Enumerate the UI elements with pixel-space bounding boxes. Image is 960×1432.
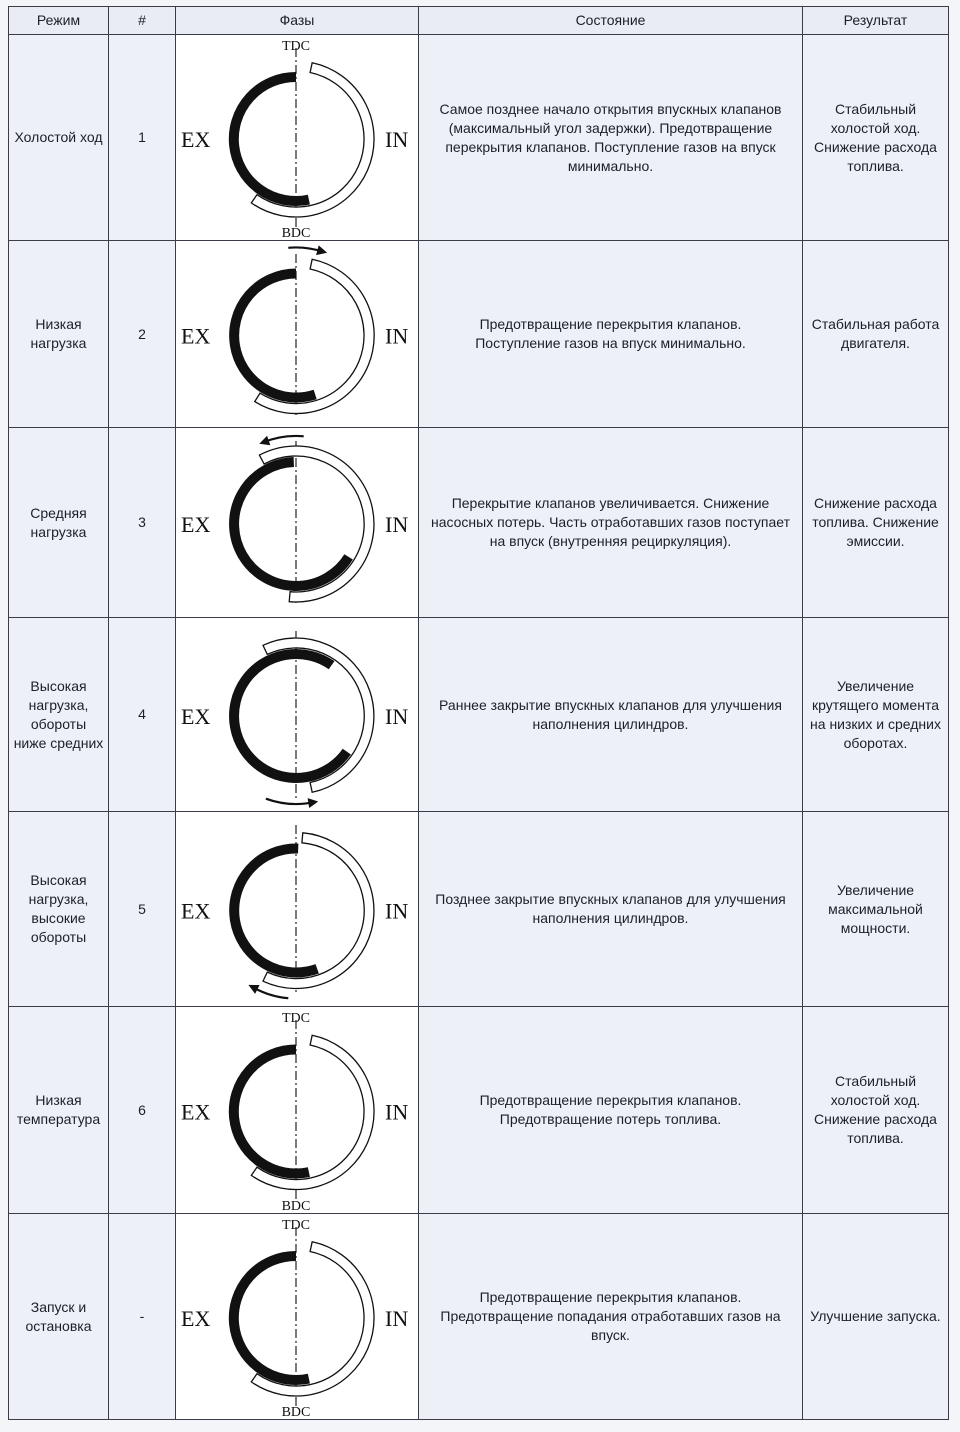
state-cell: Раннее закрытие впускных клапанов для улучшения наполнения цилиндров. bbox=[419, 618, 803, 812]
exhaust-valve-arc bbox=[234, 1049, 309, 1173]
mode-cell: Запуск и остановка bbox=[9, 1214, 109, 1420]
table-row bbox=[9, 1214, 949, 1420]
number-cell: - bbox=[109, 1214, 176, 1420]
mode-cell: Высокая нагрузка, высокие обороты bbox=[9, 812, 109, 1007]
in-label: IN bbox=[385, 511, 409, 537]
mode-cell: Низкая температура bbox=[9, 1007, 109, 1214]
valve-timing-diagram bbox=[176, 813, 419, 1006]
tdc-label: TDC bbox=[282, 1010, 310, 1026]
result-cell: Увеличение крутящего момента на низких и средних оборотах. bbox=[803, 618, 949, 812]
in-label: IN bbox=[385, 323, 409, 348]
shift-direction-arrow bbox=[263, 435, 304, 441]
exhaust-valve-arc bbox=[234, 462, 349, 586]
state-cell: Предотвращение перекрытия клапанов. Предотвращение попадания отработавших газов на впуск. bbox=[419, 1214, 803, 1420]
valve-timing-diagram bbox=[176, 429, 419, 617]
phase-cell bbox=[176, 1007, 419, 1214]
header-result: Результат bbox=[803, 7, 949, 35]
shift-direction-arrow bbox=[266, 798, 314, 803]
mode-cell: Низкая нагрузка bbox=[9, 241, 109, 428]
header-number: # bbox=[109, 7, 176, 35]
in-label: IN bbox=[385, 1099, 409, 1124]
valve-timing-diagram bbox=[176, 619, 419, 811]
bdc-label: BDC bbox=[281, 1404, 311, 1419]
phase-cell bbox=[176, 428, 419, 618]
in-label: IN bbox=[385, 898, 409, 923]
result-cell: Стабильный холостой ход. Снижение расхода топлива. bbox=[803, 35, 949, 241]
result-cell: Снижение расхода топлива. Снижение эмиссии. bbox=[803, 428, 949, 618]
in-label: IN bbox=[385, 126, 409, 152]
header-row bbox=[9, 7, 949, 35]
table-row bbox=[9, 618, 949, 812]
header-state: Состояние bbox=[419, 7, 803, 35]
shift-arrow-head bbox=[308, 798, 319, 808]
state-cell: Самое позднее начало открытия впускных клапанов (максимальный угол задержки). Предотвращение перекрытия клапанов. Поступление газов на впуск минимально. bbox=[419, 35, 803, 241]
valve-timing-diagram bbox=[176, 36, 419, 240]
state-cell: Предотвращение перекрытия клапанов. Поступление газов на впуск минимально. bbox=[419, 241, 803, 428]
valve-timing-diagram bbox=[176, 1008, 419, 1213]
exhaust-valve-arc bbox=[234, 848, 317, 972]
result-cell: Стабильная работа двигателя. bbox=[803, 241, 949, 428]
number-cell: 2 bbox=[109, 241, 176, 428]
state-cell: Предотвращение перекрытия клапанов. Предотвращение потерь топлива. bbox=[419, 1007, 803, 1214]
mode-cell: Высокая нагрузка, обороты ниже средних bbox=[9, 618, 109, 812]
phase-cell bbox=[176, 812, 419, 1007]
table-row bbox=[9, 241, 949, 428]
exhaust-valve-arc bbox=[234, 1255, 309, 1379]
ex-label: EX bbox=[181, 703, 211, 729]
result-cell: Увеличение максимальной мощности. bbox=[803, 812, 949, 1007]
exhaust-valve-arc bbox=[234, 653, 347, 777]
exhaust-valve-arc bbox=[234, 76, 309, 200]
table-row bbox=[9, 1007, 949, 1214]
number-cell: 6 bbox=[109, 1007, 176, 1214]
number-cell: 3 bbox=[109, 428, 176, 618]
tdc-label: TDC bbox=[282, 1217, 310, 1233]
ex-label: EX bbox=[181, 323, 211, 348]
in-label: IN bbox=[385, 1305, 409, 1331]
shift-arrow-head bbox=[259, 435, 270, 445]
phase-cell bbox=[176, 241, 419, 428]
result-cell: Улучшение запуска. bbox=[803, 1214, 949, 1420]
mode-cell: Холостой ход bbox=[9, 35, 109, 241]
ex-label: EX bbox=[181, 1305, 211, 1331]
header-mode: Режим bbox=[9, 7, 109, 35]
ex-label: EX bbox=[181, 898, 211, 923]
phase-cell bbox=[176, 35, 419, 241]
phase-cell bbox=[176, 1214, 419, 1420]
bdc-label: BDC bbox=[281, 225, 311, 240]
ex-label: EX bbox=[181, 126, 211, 152]
shift-arrow-head bbox=[316, 245, 327, 255]
exhaust-valve-arc bbox=[234, 273, 315, 397]
ex-label: EX bbox=[181, 1099, 211, 1124]
valve-timing-diagram bbox=[176, 242, 419, 427]
table-row bbox=[9, 35, 949, 241]
number-cell: 5 bbox=[109, 812, 176, 1007]
header-phases: Фазы bbox=[176, 7, 419, 35]
number-cell: 4 bbox=[109, 618, 176, 812]
valve-timing-diagram bbox=[176, 1215, 419, 1419]
mode-cell: Средняя нагрузка bbox=[9, 428, 109, 618]
valve-timing-table bbox=[8, 6, 949, 1420]
table-row bbox=[9, 428, 949, 618]
ex-label: EX bbox=[181, 511, 211, 537]
table-row bbox=[9, 812, 949, 1007]
state-cell: Позднее закрытие впускных клапанов для улучшения наполнения цилиндров. bbox=[419, 812, 803, 1007]
number-cell: 1 bbox=[109, 35, 176, 241]
state-cell: Перекрытие клапанов увеличивается. Снижение насосных потерь. Часть отработавших газов поступает на впуск (внутренняя рециркуляция). bbox=[419, 428, 803, 618]
bdc-label: BDC bbox=[281, 1198, 311, 1213]
tdc-label: TDC bbox=[282, 38, 310, 54]
phase-cell bbox=[176, 618, 419, 812]
in-label: IN bbox=[385, 703, 409, 729]
result-cell: Стабильный холостой ход. Снижение расхода топлива. bbox=[803, 1007, 949, 1214]
